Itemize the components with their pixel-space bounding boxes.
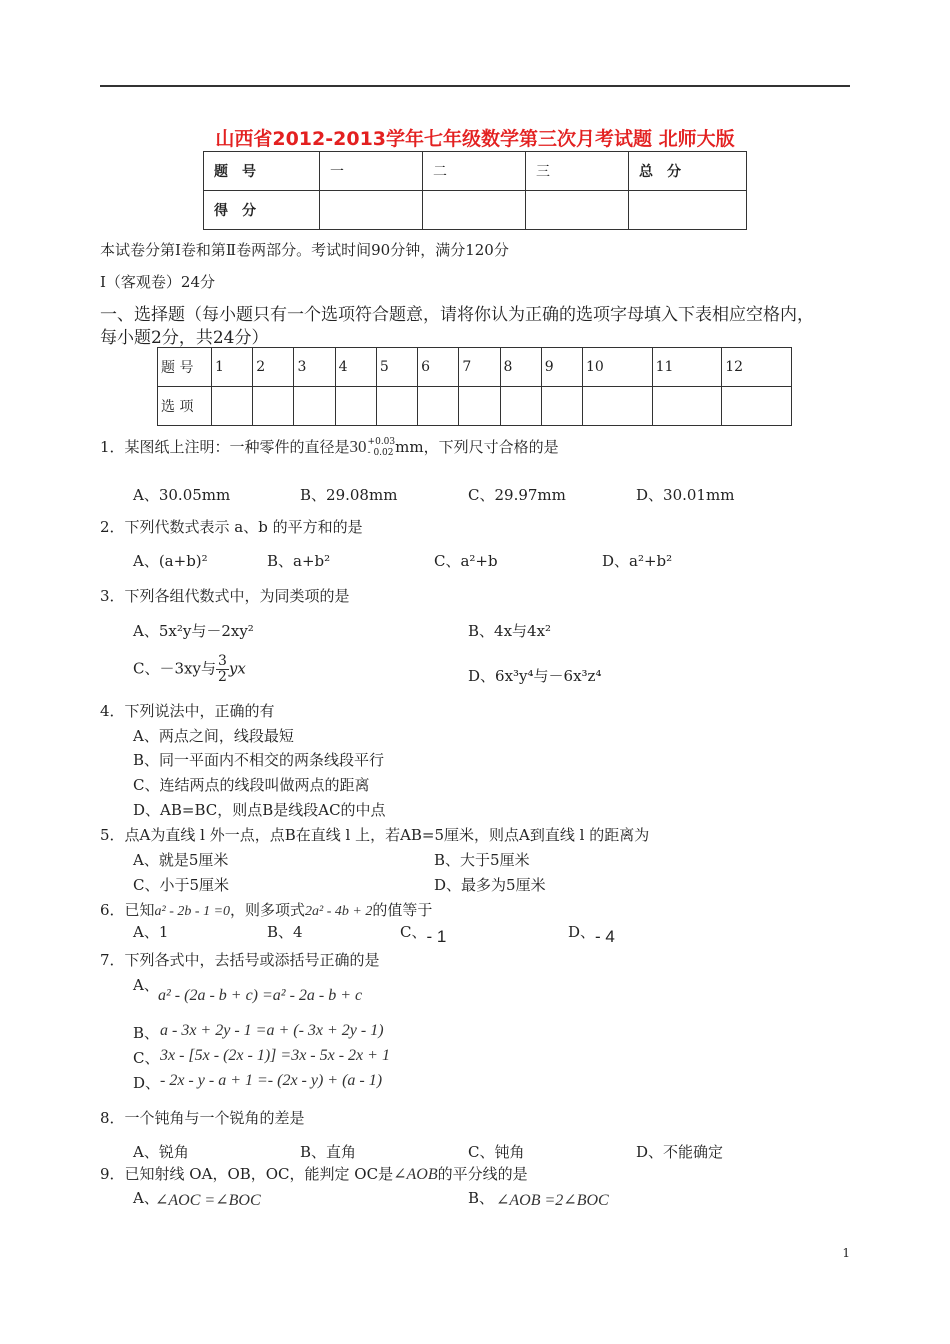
answer-cell[interactable]: [582, 387, 652, 426]
option-3a: A、5x²y与－2xy²: [133, 622, 254, 640]
option-2b: B、a+b²: [267, 552, 331, 570]
score-table-score-row: [204, 191, 747, 230]
answer-row-label: 选 项: [158, 387, 212, 426]
fraction-denominator: 2: [217, 669, 227, 685]
option-7b-expression: a - 3x + 2y - 1 =a + (- 3x + 2y - 1): [160, 1022, 384, 1039]
option-9b-expression: ∠AOB =2∠BOC: [496, 1192, 609, 1209]
answer-header-label: 题 号: [158, 348, 212, 387]
answer-number-cell: 1: [212, 348, 253, 387]
question-9-stem-suffix: 的平分线的是: [437, 1165, 528, 1183]
tolerance-lower: - 0.02: [367, 448, 394, 458]
option-8b: B、直角: [300, 1143, 357, 1161]
option-6c-label: C、: [400, 923, 427, 941]
score-cell[interactable]: [526, 191, 629, 230]
score-row-label: 得 分: [204, 191, 320, 230]
option-3c-prefix: C、－3xy与: [133, 659, 216, 678]
answer-cell[interactable]: [541, 387, 582, 426]
question-6-stem-mid: ，则多项式: [230, 901, 306, 919]
question-6-polynomial: 2a² - 4b + 2: [305, 904, 373, 919]
diameter-tolerance: [368, 437, 396, 459]
question-8-stem: 8．一个钝角与一个锐角的差是: [100, 1109, 305, 1127]
option-8a: A、锐角: [133, 1143, 189, 1161]
option-9a-expression: ∠AOC =∠BOC: [155, 1192, 261, 1209]
answer-number-cell: 3: [294, 348, 335, 387]
question-5-stem: 5．点A为直线 l 外一点，点B在直线 l 上，若AB=5厘米，则点A到直线 l 的距离为: [100, 826, 650, 844]
option-6d-label: D、: [568, 923, 596, 941]
option-7d-label: D、: [133, 1074, 161, 1092]
question-9-stem-prefix: 9．已知射线 OA，OB，OC，能判定 OC是: [100, 1165, 394, 1183]
option-4b: B、同一平面内不相交的两条线段平行: [133, 751, 385, 769]
option-1c: C、29.97mm: [468, 486, 566, 504]
option-2c: C、a²+b: [434, 552, 498, 570]
answer-cell[interactable]: [500, 387, 541, 426]
page-title: 山西省2012-2013学年七年级数学第三次月考试题 北师大版: [215, 128, 735, 150]
question-3-stem: 3．下列各组代数式中，为同类项的是: [100, 587, 350, 605]
answer-cell[interactable]: [212, 387, 253, 426]
part1-heading: Ⅰ（客观卷）24分: [100, 273, 216, 291]
answer-cell[interactable]: [376, 387, 417, 426]
answer-number-cell: 2: [253, 348, 294, 387]
answer-cell[interactable]: [294, 387, 335, 426]
question-1-stem-text: 1．某图纸上注明：一种零件的直径是: [100, 438, 350, 456]
option-4c: C、连结两点的线段叫做两点的距离: [133, 776, 370, 794]
score-header-cell: 总 分: [629, 152, 747, 191]
option-7a-expression: a² - (2a - b + c) =a² - 2a - b + c: [158, 987, 363, 1004]
option-1b: B、29.08mm: [300, 486, 398, 504]
option-6c-value: - 1: [426, 927, 447, 946]
option-5c: C、小于5厘米: [133, 876, 230, 894]
question-6-condition: a² - 2b - 1 =0: [154, 904, 231, 919]
score-header-cell: 一: [320, 152, 423, 191]
option-6a: A、1: [133, 923, 169, 941]
option-6d-value: - 4: [595, 927, 615, 946]
fraction-numerator: 3: [217, 653, 227, 669]
option-5d: D、最多为5厘米: [434, 876, 546, 894]
score-cell[interactable]: [320, 191, 423, 230]
score-table-header-row: [204, 152, 747, 191]
answer-number-cell: 5: [376, 348, 417, 387]
answer-table-number-row: [158, 348, 792, 387]
tolerance-upper: +0.03: [367, 437, 396, 447]
answer-table: [157, 347, 792, 426]
score-header-cell: 二: [423, 152, 526, 191]
answer-number-cell: 11: [652, 348, 722, 387]
question-1-stem-suffix: mm，下列尺寸合格的是: [395, 438, 559, 456]
option-7a-label: A、: [133, 976, 159, 994]
answer-cell[interactable]: [722, 387, 792, 426]
option-9a-label: A、: [133, 1189, 159, 1207]
question-9-angle: ∠AOB: [393, 1166, 438, 1183]
option-4a: A、两点之间，线段最短: [133, 727, 294, 745]
answer-table-option-row: [158, 387, 792, 426]
fraction-three-halves: [216, 654, 229, 685]
score-header-cell: 三: [526, 152, 629, 191]
answer-cell[interactable]: [335, 387, 376, 426]
option-1d: D、30.01mm: [636, 486, 735, 504]
option-8d: D、不能确定: [636, 1143, 724, 1161]
answer-number-cell: 12: [722, 348, 792, 387]
exam-intro: 本试卷分第Ⅰ卷和第Ⅱ卷两部分。考试时间90分钟，满分120分: [100, 241, 509, 259]
answer-number-cell: 10: [582, 348, 652, 387]
page-number: 1: [842, 1246, 850, 1260]
option-2a: A、(a+b)²: [133, 552, 208, 570]
answer-number-cell: 6: [418, 348, 459, 387]
question-6-stem-suffix: 的值等于: [372, 901, 433, 919]
option-7c-label: C、: [133, 1049, 160, 1067]
header-rule: [100, 85, 850, 87]
question-7-stem: 7．下列各式中，去括号或添括号正确的是: [100, 951, 380, 969]
question-9-stem: [100, 1163, 528, 1184]
option-5a: A、就是5厘米: [133, 851, 229, 869]
diameter-base: 30: [349, 437, 367, 456]
question-6-stem: [100, 899, 432, 920]
option-7d-expression: - 2x - y - a + 1 =- (2x - y) + (a - 1): [160, 1072, 383, 1089]
answer-cell[interactable]: [418, 387, 459, 426]
option-8c: C、钝角: [468, 1143, 525, 1161]
option-6d: [568, 921, 615, 946]
score-cell[interactable]: [423, 191, 526, 230]
option-3b: B、4x与4x²: [468, 622, 552, 640]
option-2d: D、a²+b²: [602, 552, 673, 570]
option-6b: B、4: [267, 923, 303, 941]
option-1a: A、30.05mm: [133, 486, 231, 504]
answer-number-cell: 4: [335, 348, 376, 387]
question-4-stem: 4．下列说法中，正确的有: [100, 702, 275, 720]
score-cell[interactable]: [629, 191, 747, 230]
option-3c-suffix: yx: [228, 659, 246, 678]
option-6c: [400, 921, 447, 946]
answer-cell[interactable]: [652, 387, 722, 426]
score-header-cell: 题 号: [204, 152, 320, 191]
answer-number-cell: 8: [500, 348, 541, 387]
option-5b: B、大于5厘米: [434, 851, 530, 869]
option-3c: [133, 654, 246, 685]
score-table: [203, 151, 747, 230]
option-7b-label: B、: [133, 1024, 160, 1042]
section1-instructions-line2: 每小题2分，共24分）: [100, 328, 269, 348]
option-9b-label: B、: [468, 1189, 495, 1207]
section1-instructions-line1: 一、选择题（每小题只有一个选项符合题意，请将你认为正确的选项字母填入下表相应空格内，: [100, 305, 814, 325]
answer-cell[interactable]: [459, 387, 500, 426]
option-4d: D、AB=BC，则点B是线段AC的中点: [133, 801, 386, 819]
question-6-stem-prefix: 6．已知: [100, 901, 155, 919]
question-1-stem: [100, 436, 559, 459]
answer-number-cell: 7: [459, 348, 500, 387]
option-7c-expression: 3x - [5x - (2x - 1)] =3x - 5x - 2x + 1: [160, 1047, 390, 1064]
answer-cell[interactable]: [253, 387, 294, 426]
question-2-stem: 2．下列代数式表示 a、b 的平方和的是: [100, 518, 363, 536]
answer-number-cell: 9: [541, 348, 582, 387]
option-3d: D、6x³y⁴与－6x³z⁴: [468, 667, 602, 685]
